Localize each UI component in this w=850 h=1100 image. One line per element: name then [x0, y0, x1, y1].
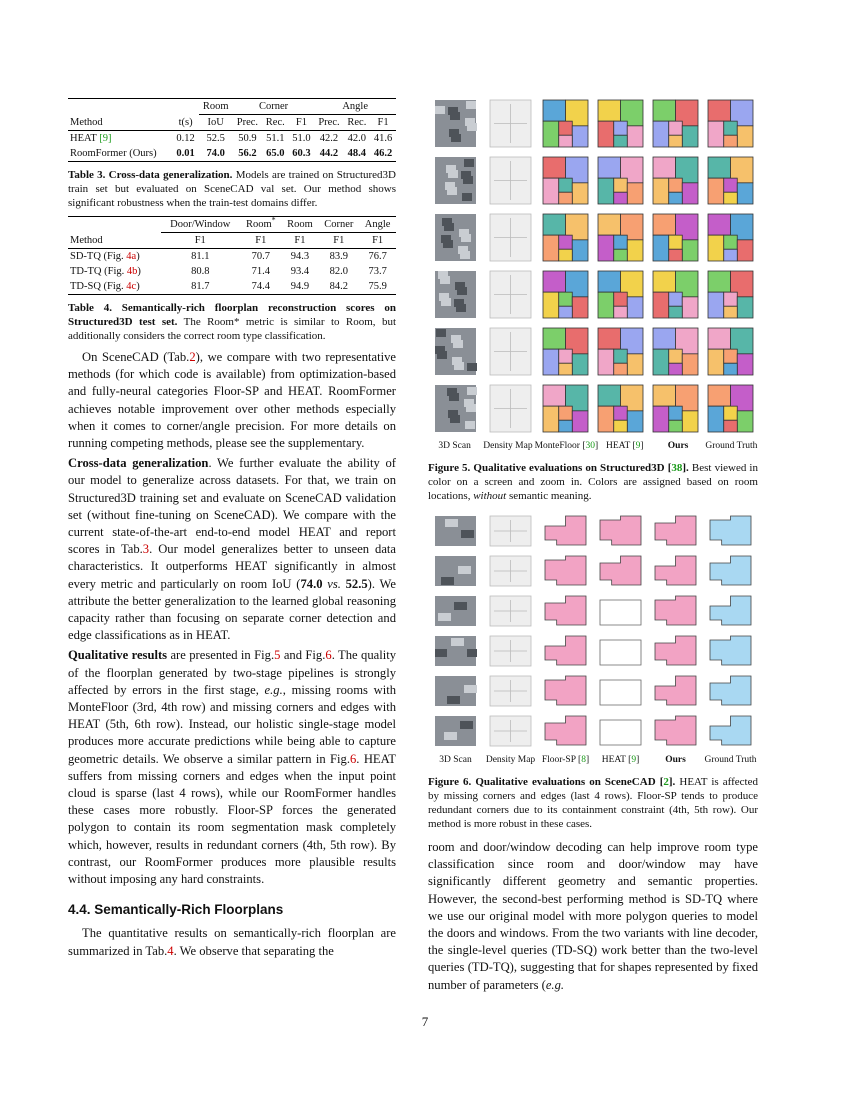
- figure-thumbnail: [428, 380, 483, 437]
- figure-thumbnail: [648, 95, 703, 152]
- value-cell: 76.7: [368, 251, 387, 262]
- right-column: [428, 95, 758, 994]
- figure-thumbnail: [593, 591, 648, 631]
- figure-thumbnail: [428, 266, 483, 323]
- header-room: Room: [199, 99, 233, 115]
- column-label: Ground Truth: [705, 441, 758, 451]
- figure-thumbnail: [483, 671, 538, 711]
- figure-thumbnail: [483, 551, 538, 591]
- figure-thumbnail: [593, 671, 648, 711]
- figure-thumbnail: [703, 152, 758, 209]
- value-cell: 84.2: [329, 281, 348, 292]
- value-cell: 0.01: [176, 148, 195, 159]
- column-label: 3D Scan: [438, 441, 471, 451]
- figure-thumbnail: [428, 152, 483, 209]
- header-corner: Corner: [233, 99, 315, 115]
- value-cell: 51.1: [266, 133, 285, 144]
- figure-thumbnail: [703, 551, 758, 591]
- figure-thumbnail: [593, 209, 648, 266]
- method-cell: TD-SQ (Fig. 4c): [70, 281, 140, 292]
- figure-thumbnail: [648, 631, 703, 671]
- column-label: Ground Truth: [704, 755, 757, 765]
- figure-thumbnail: [648, 711, 703, 751]
- figure-6-grid: [428, 511, 758, 751]
- header-cell: F1: [255, 235, 267, 246]
- figure-thumbnail: [428, 591, 483, 631]
- table-row: [68, 146, 396, 162]
- value-cell: 0.12: [176, 133, 195, 144]
- figure-thumbnail: [428, 95, 483, 152]
- method-cell: SD-TQ (Fig. 4a): [70, 251, 140, 262]
- figure-thumbnail: [483, 511, 538, 551]
- value-cell: 56.2: [238, 148, 257, 159]
- table-header-row: [68, 115, 396, 131]
- header-cell: F1: [294, 235, 306, 246]
- figure-thumbnail: [483, 631, 538, 671]
- figure-thumbnail: [538, 511, 593, 551]
- header-cell: Rec.: [265, 117, 285, 128]
- figure-thumbnail: [428, 711, 483, 751]
- figure-thumbnail: [703, 591, 758, 631]
- value-cell: 73.7: [368, 266, 387, 277]
- value-cell: 41.6: [373, 133, 393, 144]
- column-label: Density Map: [483, 441, 533, 451]
- figure-thumbnail: [483, 95, 538, 152]
- header-cell: Method: [70, 234, 103, 246]
- figure-thumbnail: [483, 380, 538, 437]
- figure-thumbnail: [538, 380, 593, 437]
- value-cell: 70.7: [251, 251, 270, 262]
- figure-thumbnail: [593, 631, 648, 671]
- method-cell: HEAT [9]: [70, 133, 112, 144]
- figure-thumbnail: [703, 711, 758, 751]
- figure-5: [428, 95, 758, 503]
- figure-thumbnail: [428, 511, 483, 551]
- figure-thumbnail: [703, 511, 758, 551]
- figure-ref-link[interactable]: 4a: [126, 251, 137, 262]
- figure-thumbnail: [593, 511, 648, 551]
- column-label: HEAT [9]: [606, 441, 644, 451]
- figure-thumbnail: [593, 551, 648, 591]
- figure-thumbnail: [538, 152, 593, 209]
- value-cell: 94.9: [290, 281, 310, 292]
- value-cell: 75.9: [368, 281, 387, 292]
- left-column: [68, 98, 396, 960]
- table-ref-link[interactable]: 2: [189, 350, 196, 364]
- figure-thumbnail: [538, 266, 593, 323]
- figure-ref-link[interactable]: 6: [350, 751, 357, 766]
- figure-thumbnail: [538, 323, 593, 380]
- header-cell: Room: [282, 217, 319, 233]
- header-cell: Room*: [240, 217, 282, 233]
- value-cell: 50.9: [238, 133, 257, 144]
- paragraph: Cross-data generalization. We further evaluate the ability of our model to generalize across datasets. For that, we train on Structured3D training set and evaluate on SceneCAD validation set (without fine-tuning on SceneCAD). We compare with the current state-of-the-art end-to-end model HEAT and report scores in Tab.3. Our model generalizes better to unseen data characteristics. It outperforms HEAT significantly in almost every metric and particularly on room IoU (74.0 vs. 52.5). We attribute the better generalization to the learned global reasoning capacity rather than focusing on separate corner detection and edge classifications as in HEAT.: [68, 456, 397, 643]
- column-label: HEAT [9]: [601, 755, 640, 765]
- value-cell: 46.2: [373, 148, 393, 159]
- value-cell: 48.4: [347, 148, 367, 159]
- figure-5-caption: Figure 5. Qualitative evaluations on Structured3D [38]. Best viewed in color on a screen and zoom in. Colors are assigned based on room locations, without semantic meaning.: [428, 462, 758, 502]
- figure-6-caption: Figure 6. Qualitative evaluations on SceneCAD [2]. HEAT is affected by missing corners and edges (last 4 rows). Floor-SP tends to produce redundant corners due to its containment constraint (4th, 5th row). Our method is more robust in these cases.: [428, 776, 758, 830]
- figure-thumbnail: [538, 95, 593, 152]
- table-ref-link[interactable]: 4: [167, 943, 174, 958]
- figure-thumbnail: [538, 209, 593, 266]
- header-angle: Angle: [314, 99, 396, 115]
- table-header-row: [68, 217, 396, 233]
- header-cell: Corner: [318, 217, 359, 233]
- figure-thumbnail: [538, 711, 593, 751]
- figure-thumbnail: [648, 551, 703, 591]
- figure-thumbnail: [648, 591, 703, 631]
- figure-thumbnail: [703, 631, 758, 671]
- table-3-caption: Table 3. Cross-data generalization. Models are trained on Structured3D train set but evaluated on SceneCAD val set. Our method shows significant robustness when the train-test domains differ.: [68, 169, 397, 209]
- value-cell: 60.3: [292, 148, 311, 159]
- figure-6-labels: [428, 755, 758, 765]
- value-cell: 51.0: [292, 133, 311, 144]
- figure-thumbnail: [648, 209, 703, 266]
- header-cell: F1: [372, 235, 384, 246]
- paragraph: On SceneCAD (Tab.2), we compare with two representative methods (for which code is available) from optimization-based and fully-neural categories Floor-SP and HEAT. RoomFormer achieves notable improvement over other methods especially when it comes to corner/angle precision. For more details on running competing methods, please see the supplementary.: [68, 350, 396, 451]
- figure-thumbnail: [538, 671, 593, 711]
- table-header-row: [68, 99, 396, 115]
- column-label: Floor-SP [8]: [541, 755, 590, 765]
- page-number: 7: [421, 1014, 429, 1029]
- figure-thumbnail: [428, 209, 483, 266]
- figure-thumbnail: [648, 323, 703, 380]
- method-cell: RoomFormer (Ours): [70, 148, 157, 159]
- figure-thumbnail: [593, 380, 648, 437]
- header-cell: Prec.: [318, 117, 340, 128]
- table-row: [68, 249, 396, 265]
- figure-thumbnail: [703, 380, 758, 437]
- header-cell: F1: [377, 117, 389, 128]
- figure-thumbnail: [593, 152, 648, 209]
- value-cell: 42.0: [347, 133, 367, 144]
- figure-thumbnail: [428, 671, 483, 711]
- figure-thumbnail: [593, 323, 648, 380]
- figure-thumbnail: [648, 511, 703, 551]
- figure-thumbnail: [428, 551, 483, 591]
- value-cell: 93.4: [290, 266, 310, 277]
- header-cell: Prec.: [236, 117, 259, 128]
- value-cell: 94.3: [290, 251, 310, 262]
- value-cell: 74.0: [206, 148, 225, 159]
- header-cell: Angle: [359, 217, 396, 233]
- figure-thumbnail: [648, 266, 703, 323]
- figure-ref-link[interactable]: 4c: [126, 281, 137, 292]
- value-cell: 80.8: [191, 266, 210, 277]
- figure-thumbnail: [703, 95, 758, 152]
- figure-thumbnail: [483, 266, 538, 323]
- figure-thumbnail: [428, 631, 483, 671]
- table-4: [68, 216, 396, 295]
- figure-thumbnail: [593, 711, 648, 751]
- value-cell: 81.7: [191, 281, 210, 292]
- figure-5-grid: [428, 95, 758, 437]
- figure-ref-link[interactable]: 4b: [126, 266, 138, 277]
- figure-thumbnail: [703, 671, 758, 711]
- column-label: Ours: [667, 441, 689, 451]
- table-ref-link[interactable]: 3: [142, 542, 150, 557]
- column-label: Density Map: [485, 755, 536, 765]
- paragraph: Qualitative results are presented in Fig.5 and Fig.6. The quality of the floorplan generated by two-stage pipelines is strongly affected by errors in the first stage, e.g., missing rooms with MonteFloor (3rd, 4th row) and missing corners and edges with HEAT (5th, 6th row). Instead, our holistic single-stage model produces more accurate predictions while being able to capture geometric details. We observe a similar pattern in Fig.6. HEAT suffers from missing corners and edges when the input point cloud is sparse (last 4 rows), while our RoomFormer handles these cases more robustly. Floor-SP forces the generated polygon to contain its room segmentation mask completely which, however, results in redundant corners (4th, 5th row). By contrast, our RoomFormer produces more plausible results without imposing any hard constraints.: [68, 648, 397, 887]
- column-label: MonteFloor [30]: [534, 441, 599, 451]
- method-cell: TD-TQ (Fig. 4b): [70, 266, 141, 277]
- figure-6: [428, 511, 758, 831]
- column-label: 3D Scan: [439, 755, 472, 765]
- figure-ref-link[interactable]: 5: [274, 648, 281, 663]
- paragraph: room and door/window decoding can help improve room type classification since room and door/window may have significantly different geometry and semantic properties. However, the second-best performing method is SD-TQ where we use our original model with more polygon queries to model the doors and windows. From the two variants with line decoder, the single-level queries (TD-SQ) work better than the two-level queries (TD-TQ), suggesting that for shapes represented by fixed number of parameters (e.g.: [428, 840, 758, 992]
- figure-thumbnail: [593, 266, 648, 323]
- figure-thumbnail: [483, 711, 538, 751]
- figure-thumbnail: [483, 323, 538, 380]
- figure-thumbnail: [483, 152, 538, 209]
- figure-thumbnail: [483, 591, 538, 631]
- figure-thumbnail: [703, 266, 758, 323]
- figure-thumbnail: [483, 209, 538, 266]
- value-cell: 44.2: [319, 148, 339, 159]
- value-cell: 82.0: [329, 266, 348, 277]
- table-4-caption: Table 4. Semantically-rich floorplan reconstruction scores on Structured3D test set. The Room* metric is similar to Room, but additionally considers the correct room type classification.: [68, 302, 396, 342]
- header-cell: Door/Window: [161, 217, 240, 233]
- table-row: [68, 264, 396, 279]
- table-3: [68, 98, 396, 162]
- figure-thumbnail: [593, 95, 648, 152]
- header-cell: F1: [333, 235, 345, 246]
- figure-5-labels: [428, 441, 758, 451]
- figure-thumbnail: [703, 209, 758, 266]
- citation-link[interactable]: [9]: [99, 133, 112, 144]
- figure-thumbnail: [648, 380, 703, 437]
- figure-thumbnail: [648, 671, 703, 711]
- header-cell: IoU: [207, 117, 224, 128]
- figure-ref-link[interactable]: 6: [325, 648, 332, 663]
- header-cell: F1: [194, 235, 206, 246]
- figure-thumbnail: [428, 323, 483, 380]
- table-header-row: [68, 233, 396, 249]
- figure-thumbnail: [648, 152, 703, 209]
- figure-thumbnail: [538, 551, 593, 591]
- value-cell: 65.0: [266, 148, 285, 159]
- header-cell: F1: [295, 117, 307, 128]
- table-row: [68, 131, 396, 147]
- value-cell: 71.4: [251, 266, 270, 277]
- table-row: [68, 279, 396, 295]
- header-cell: t(s): [178, 116, 193, 128]
- header-cell: Rec.: [347, 117, 367, 128]
- section-heading: 4.4. Semantically-Rich Floorplans: [68, 902, 284, 918]
- header-cell: Method: [70, 116, 103, 128]
- figure-thumbnail: [703, 323, 758, 380]
- paragraph: The quantitative results on semantically-rich floorplan are summarized in Tab.4. We observe that separating the: [68, 926, 396, 958]
- value-cell: 42.2: [319, 133, 339, 144]
- value-cell: 52.5: [206, 133, 225, 144]
- figure-thumbnail: [538, 631, 593, 671]
- column-label: Ours: [665, 755, 686, 765]
- value-cell: 74.4: [251, 281, 270, 292]
- value-cell: 81.1: [191, 251, 210, 262]
- value-cell: 83.9: [329, 251, 348, 262]
- figure-thumbnail: [538, 591, 593, 631]
